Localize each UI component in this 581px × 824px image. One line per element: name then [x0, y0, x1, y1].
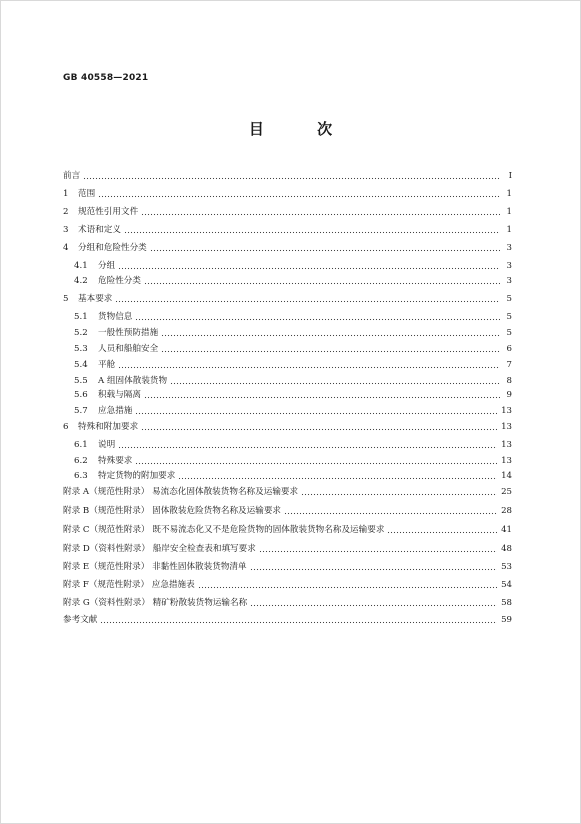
toc-entry[interactable]	[63, 503, 512, 517]
toc-entry[interactable]	[74, 387, 512, 401]
toc-entry-page: 14	[501, 471, 512, 481]
toc-entry-page: 25	[501, 487, 512, 497]
toc-entry[interactable]	[63, 612, 512, 626]
toc-entry-title: 人员和船舶安全	[98, 344, 159, 354]
dot-leader	[141, 423, 497, 431]
dot-leader	[118, 262, 500, 270]
toc-entry[interactable]	[63, 222, 512, 236]
toc-entry[interactable]	[74, 309, 512, 323]
toc-entry-number: 2	[63, 207, 69, 217]
toc-entry[interactable]	[74, 437, 512, 451]
dot-leader	[115, 295, 500, 303]
toc-entry-number: 3	[63, 225, 69, 235]
toc-entry-page: 28	[501, 506, 512, 516]
toc-entry[interactable]	[63, 168, 512, 182]
dot-leader	[135, 407, 497, 415]
toc-entry[interactable]	[63, 186, 512, 200]
toc-entry[interactable]	[74, 403, 512, 417]
toc-entry-title: 应急措施	[98, 406, 133, 416]
toc-entry-page: 9	[506, 390, 512, 400]
toc-entry-title: 范围	[78, 189, 96, 199]
toc-entry[interactable]	[63, 577, 512, 591]
toc-entry-title: 规范性引用文件	[78, 207, 139, 217]
toc-entry-page: 48	[501, 544, 512, 554]
dot-leader	[124, 226, 500, 234]
dot-leader	[284, 507, 497, 515]
toc-entry-page: 3	[506, 261, 512, 271]
dot-leader	[118, 441, 497, 449]
dot-leader	[250, 563, 497, 571]
dot-leader	[83, 172, 500, 180]
toc-entry[interactable]	[63, 595, 512, 609]
toc-entry-page: 13	[501, 406, 512, 416]
toc-entry[interactable]	[74, 273, 512, 287]
dot-leader	[161, 329, 500, 337]
toc-entry-title: 特定货物的附加要求	[98, 471, 176, 481]
toc-entry-number: 5.6	[74, 390, 88, 400]
toc-entry-title: 参考文献	[63, 615, 98, 625]
dot-leader	[150, 244, 500, 252]
toc-entry-page: 13	[501, 456, 512, 466]
toc-entry[interactable]	[74, 453, 512, 467]
toc-entry-page: Ⅰ	[508, 171, 512, 181]
dot-leader	[144, 391, 500, 399]
toc-entry[interactable]	[74, 468, 512, 482]
toc-entry-title: 附录 D（资料性附录） 船岸安全检查表和填写要求	[63, 544, 256, 554]
dot-leader	[250, 599, 497, 607]
toc-entry[interactable]	[63, 240, 512, 254]
toc-entry-page: 13	[501, 440, 512, 450]
toc-entry-page: 59	[501, 615, 512, 625]
toc-entry-page: 5	[506, 294, 512, 304]
dot-leader	[98, 190, 500, 198]
toc-entry-number: 5.5	[74, 376, 88, 386]
toc-entry-page: 3	[506, 276, 512, 286]
toc-entry-number: 1	[63, 189, 69, 199]
toc-entry-title: 附录 C（规范性附录） 既不易流态化又不是危险货物的固体散装货物名称及运输要求	[63, 525, 385, 535]
toc-entry[interactable]	[63, 559, 512, 573]
toc-entry-page: 13	[501, 422, 512, 432]
toc-entry-page: 6	[506, 344, 512, 354]
dot-leader	[387, 526, 497, 534]
toc-entry[interactable]	[63, 419, 512, 433]
toc-entry[interactable]	[63, 291, 512, 305]
toc-entry[interactable]	[63, 484, 512, 498]
toc-entry-title: 附录 A（规范性附录） 易流态化固体散装货物名称及运输要求	[63, 487, 299, 497]
dot-leader	[141, 208, 500, 216]
dot-leader	[161, 345, 500, 353]
toc-entry-title: A 组固体散装货物	[98, 376, 168, 386]
toc-entry-title: 货物信息	[98, 312, 133, 322]
toc-entry-number: 4	[63, 243, 69, 253]
toc-entry[interactable]	[74, 373, 512, 387]
dot-leader	[135, 313, 500, 321]
toc-entry-number: 6.3	[74, 471, 88, 481]
toc-entry[interactable]	[63, 204, 512, 218]
toc-entry[interactable]	[63, 541, 512, 555]
toc-entry-number: 5.2	[74, 328, 88, 338]
toc-entry-title: 基本要求	[78, 294, 113, 304]
toc-entry-number: 4.1	[74, 261, 88, 271]
toc-entry-title: 附录 G（资料性附录） 精矿粉散装货物运输名称	[63, 598, 248, 608]
toc-entry-number: 5.3	[74, 344, 88, 354]
toc-entry[interactable]	[74, 341, 512, 355]
toc-entry-page: 54	[501, 580, 512, 590]
dot-leader	[170, 377, 500, 385]
toc-entry-title: 特殊和附加要求	[78, 422, 139, 432]
dot-leader	[144, 277, 500, 285]
toc-entry-number: 5	[63, 294, 69, 304]
toc-entry-page: 58	[501, 598, 512, 608]
toc-entry[interactable]	[74, 258, 512, 272]
toc-entry-page: 1	[506, 189, 512, 199]
dot-leader	[259, 545, 497, 553]
dot-leader	[100, 616, 497, 624]
toc-entry-page: 5	[506, 328, 512, 338]
toc-entry-page: 41	[501, 525, 512, 535]
toc-entry-title: 平舱	[98, 360, 116, 370]
toc-entry-number: 5.4	[74, 360, 88, 370]
toc-entry-title: 一般性预防措施	[98, 328, 159, 338]
toc-entry-title: 附录 F（规范性附录） 应急措施表	[63, 580, 195, 590]
toc-entry-title: 术语和定义	[78, 225, 121, 235]
toc-entry-page: 53	[501, 562, 512, 572]
toc-entry-page: 3	[506, 243, 512, 253]
toc-entry[interactable]	[74, 325, 512, 339]
toc-entry-number: 5.7	[74, 406, 88, 416]
toc-entry-title: 分组和危险性分类	[78, 243, 147, 253]
toc-entry-page: 7	[506, 360, 512, 370]
page-title: 目 次	[248, 120, 357, 138]
toc-entry-number: 6	[63, 422, 69, 432]
dot-leader	[118, 361, 500, 369]
toc-entry-title: 特殊要求	[98, 456, 133, 466]
toc-entry-title: 附录 E（规范性附录） 非黏性固体散装货物清单	[63, 562, 247, 572]
dot-leader	[178, 472, 497, 480]
toc-entry-page: 8	[506, 376, 512, 386]
toc-entry-number: 6.2	[74, 456, 88, 466]
toc-entry-title: 积载与隔离	[98, 390, 141, 400]
toc-entry-title: 危险性分类	[98, 276, 141, 286]
toc-entry[interactable]	[63, 522, 512, 536]
toc-entry-page: 1	[506, 225, 512, 235]
toc-entry-title: 说明	[98, 440, 116, 450]
toc-entry-number: 4.2	[74, 276, 88, 286]
standard-code: GB 40558—2021	[63, 73, 149, 83]
dot-leader	[198, 581, 497, 589]
toc-entry-number: 6.1	[74, 440, 88, 450]
dot-leader	[135, 457, 497, 465]
dot-leader	[301, 488, 497, 496]
toc-entry-title: 附录 B（规范性附录） 固体散装危险货物名称及运输要求	[63, 506, 282, 516]
toc-entry-number: 5.1	[74, 312, 88, 322]
toc-entry-page: 1	[506, 207, 512, 217]
toc-entry-page: 5	[506, 312, 512, 322]
toc-entry[interactable]	[74, 357, 512, 371]
toc-entry-title: 前言	[63, 171, 81, 181]
toc-entry-title: 分组	[98, 261, 116, 271]
